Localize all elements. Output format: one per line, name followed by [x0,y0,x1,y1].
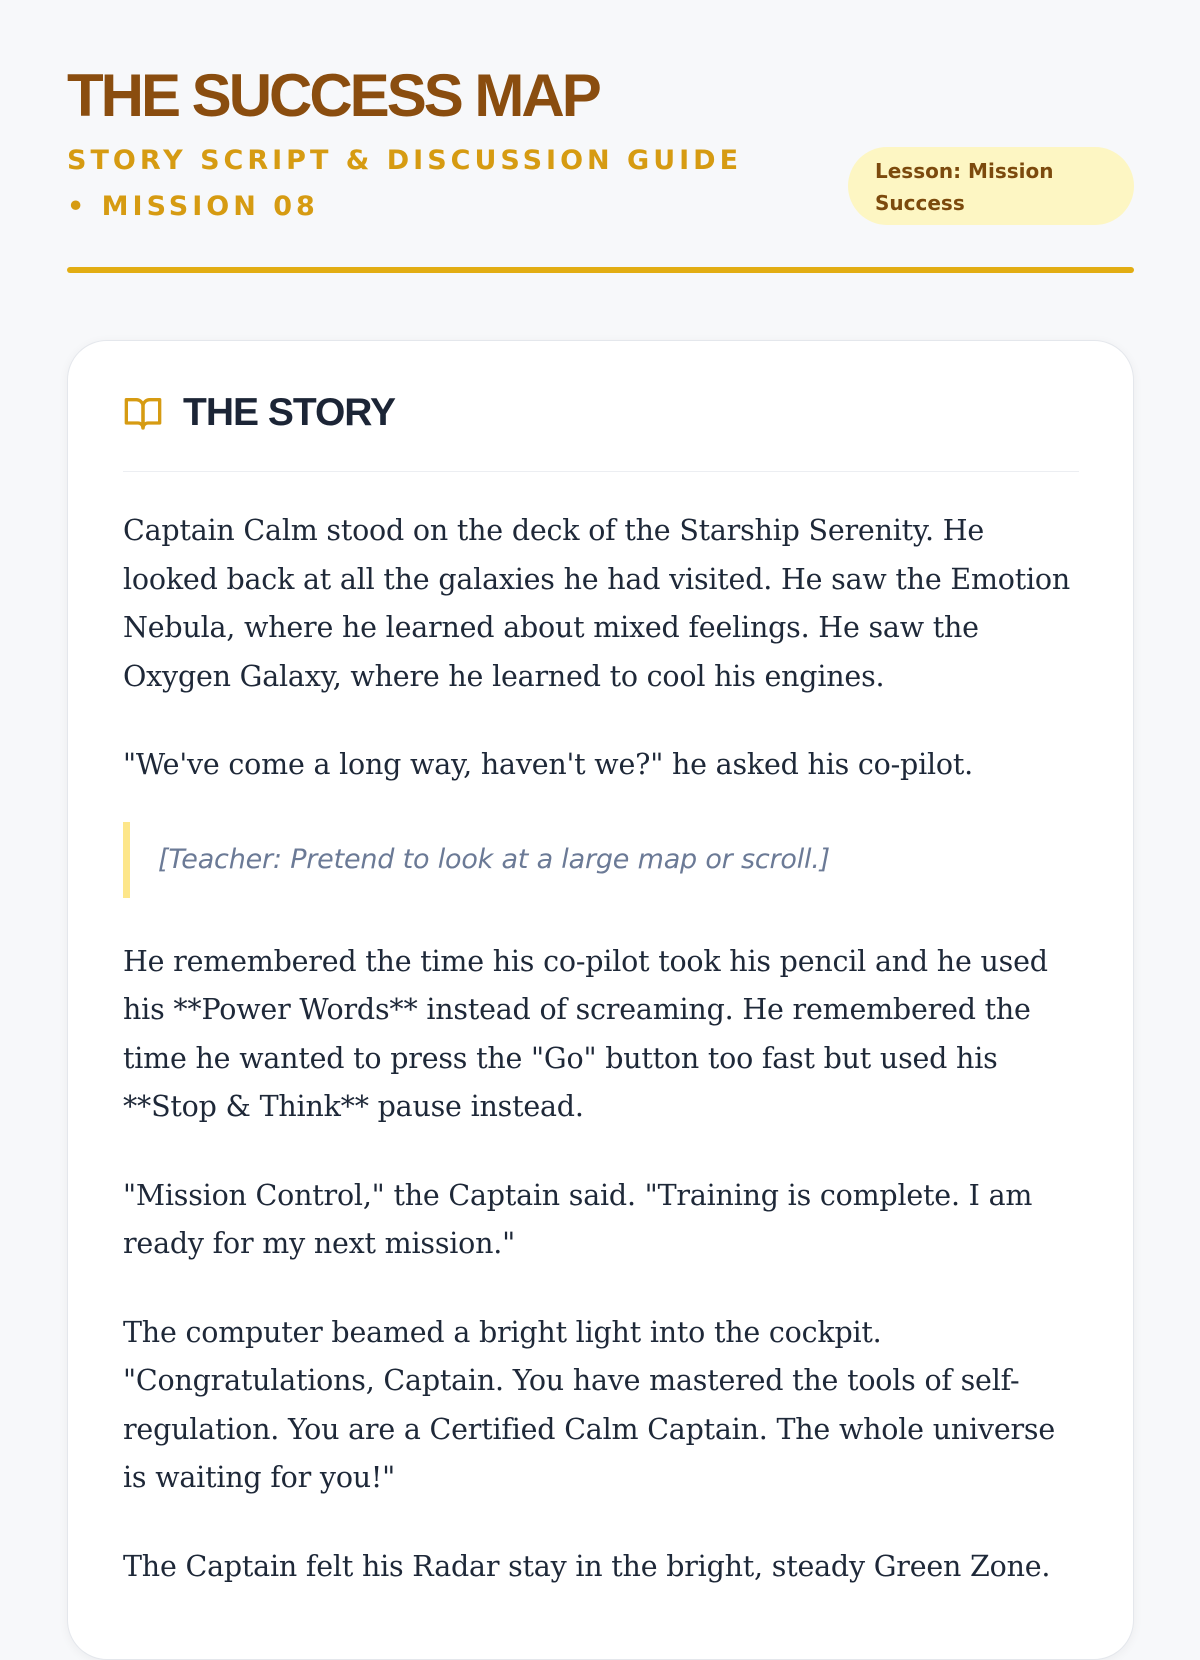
section-title: THE STORY [183,391,396,434]
lesson-badge: Lesson: Mission Success [848,147,1134,225]
page-title: THE SUCCESS MAP [67,62,599,129]
story-paragraph: He remembered the time his co-pilot took his pencil and he used his **Power Words** instead of screaming. He remembered the time he wanted to press the "Go" button too fast but used his **Stop & Think** pause instead. [123,944,1048,1123]
story-paragraph: "Mission Control," the Captain said. "Training is complete. I am ready for my next mission." [123,1178,1033,1260]
page-header [67,60,1134,222]
story-card [67,340,1134,1660]
page-subtitle: STORY SCRIPT & DISCUSSION GUIDE • MISSION 08 [67,145,743,222]
header-divider [67,267,1134,273]
open-book-icon [123,393,163,433]
story-card-header [123,393,1079,472]
story-paragraph: The Captain felt his Radar stay in the bright, steady Green Zone. [123,1549,1051,1583]
story-paragraph: "We've come a long way, haven't we?" he asked his co-pilot. [123,748,973,781]
story-paragraph: The computer beamed a bright light into the cockpit. "Congratulations, Captain. You have mastered the tools of self-regulation. You are a Certified Calm Captain. The whole universe is waiting for you!" [123,1315,1056,1494]
story-body [123,507,1083,1631]
teacher-note: [Teacher: Pretend to look at a large map or scroll.] [123,822,1083,898]
story-paragraph: Captain Calm stood on the deck of the Starship Serenity. He looked back at all the galaxies he had visited. He saw the Emotion Nebula, where he learned about mixed feelings. He saw the Oxygen Galaxy, where he learned to cool his engines. [123,514,1071,693]
